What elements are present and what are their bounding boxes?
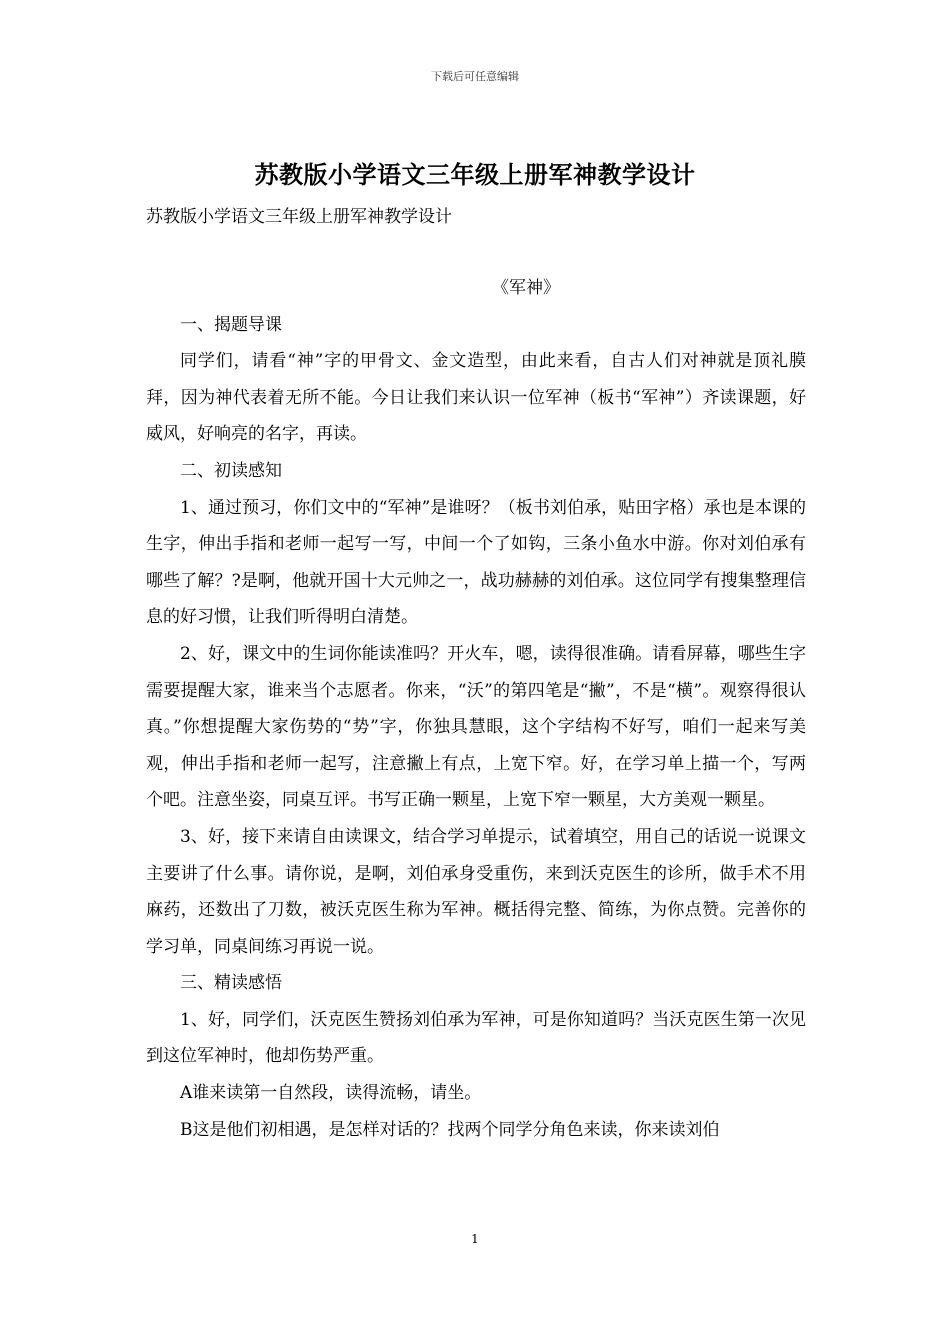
document-subtitle: 苏教版小学语文三年级上册军神教学设计 xyxy=(146,207,452,227)
lesson-title: 《军神》 xyxy=(492,278,560,298)
paragraph: 3、好，接下来请自由读课文，结合学习单提示，试着填空，用自己的话说一说课文主要讲了什么事。请你说，是啊，刘伯承身受重伤，来到沃克医生的诊所，做手术不用麻药，还数出了刀数，被沃克医生称为军神。概括得完整、简练，为你点赞。完善你的学习单，同桌间练习再说一说。 xyxy=(146,826,806,957)
document-title: 苏教版小学语文三年级上册军神教学设计 xyxy=(254,160,696,189)
page-number: 1 xyxy=(471,1232,479,1246)
paragraph: 1、通过预习，你们文中的“军神”是谁呀？（板书刘伯承，贴田字格）承也是本课的生字，伸出手指和老师一起写一写，中间一个了如钩，三条小鱼水中游。你对刘伯承有哪些了解？?是啊，他就开国十大元帅之一，战功赫赫的刘伯承。这位同学有搜集整理信息的好习惯，让我们听得明白清楚。 xyxy=(146,497,806,628)
paragraph: 1、好，同学们，沃克医生赞扬刘伯承为军神，可是你知道吗？当沃克医生第一次见到这位军神时，他却伤势严重。 xyxy=(146,1009,806,1067)
document-body xyxy=(146,270,806,1148)
paragraph: 2、好，课文中的生词你能读准吗？开火车，嗯，读得很准确。请看屏幕，哪些生字需要提醒大家，谁来当个志愿者。你来，“沃”的第四笔是“撇”，不是“横”。观察得很认真。”你想提醒大家伤势的“势”字，你独具慧眼，这个字结构不好写，咱们一起来写美观，伸出手指和老师一起写，注意撇上有点，上宽下窄。好，在学习单上描一个，写两个吧。注意坐姿，同桌互评。书写正确一颗星，上宽下窄一颗星，大方美观一颗星。 xyxy=(146,643,806,811)
section-heading-2: 二、初读感知 xyxy=(180,460,282,481)
paragraph: B这是他们初相遇，是怎样对话的？找两个同学分角色来读，你来读刘伯 xyxy=(180,1119,720,1140)
paragraph: A谁来读第一自然段，读得流畅，请坐。 xyxy=(180,1083,482,1104)
section-heading-1: 一、揭题导课 xyxy=(180,314,282,335)
paragraph: 同学们，请看“神”字的甲骨文、金文造型，由此来看，自古人们对神就是顶礼膜拜，因为神代表着无所不能。今日让我们来认识一位军神（板书“军神”）齐读课题，好威风，好响亮的名字，再读。 xyxy=(146,351,806,445)
header-note: 下载后可任意编辑 xyxy=(431,70,519,83)
section-heading-3: 三、精读感悟 xyxy=(180,973,282,994)
